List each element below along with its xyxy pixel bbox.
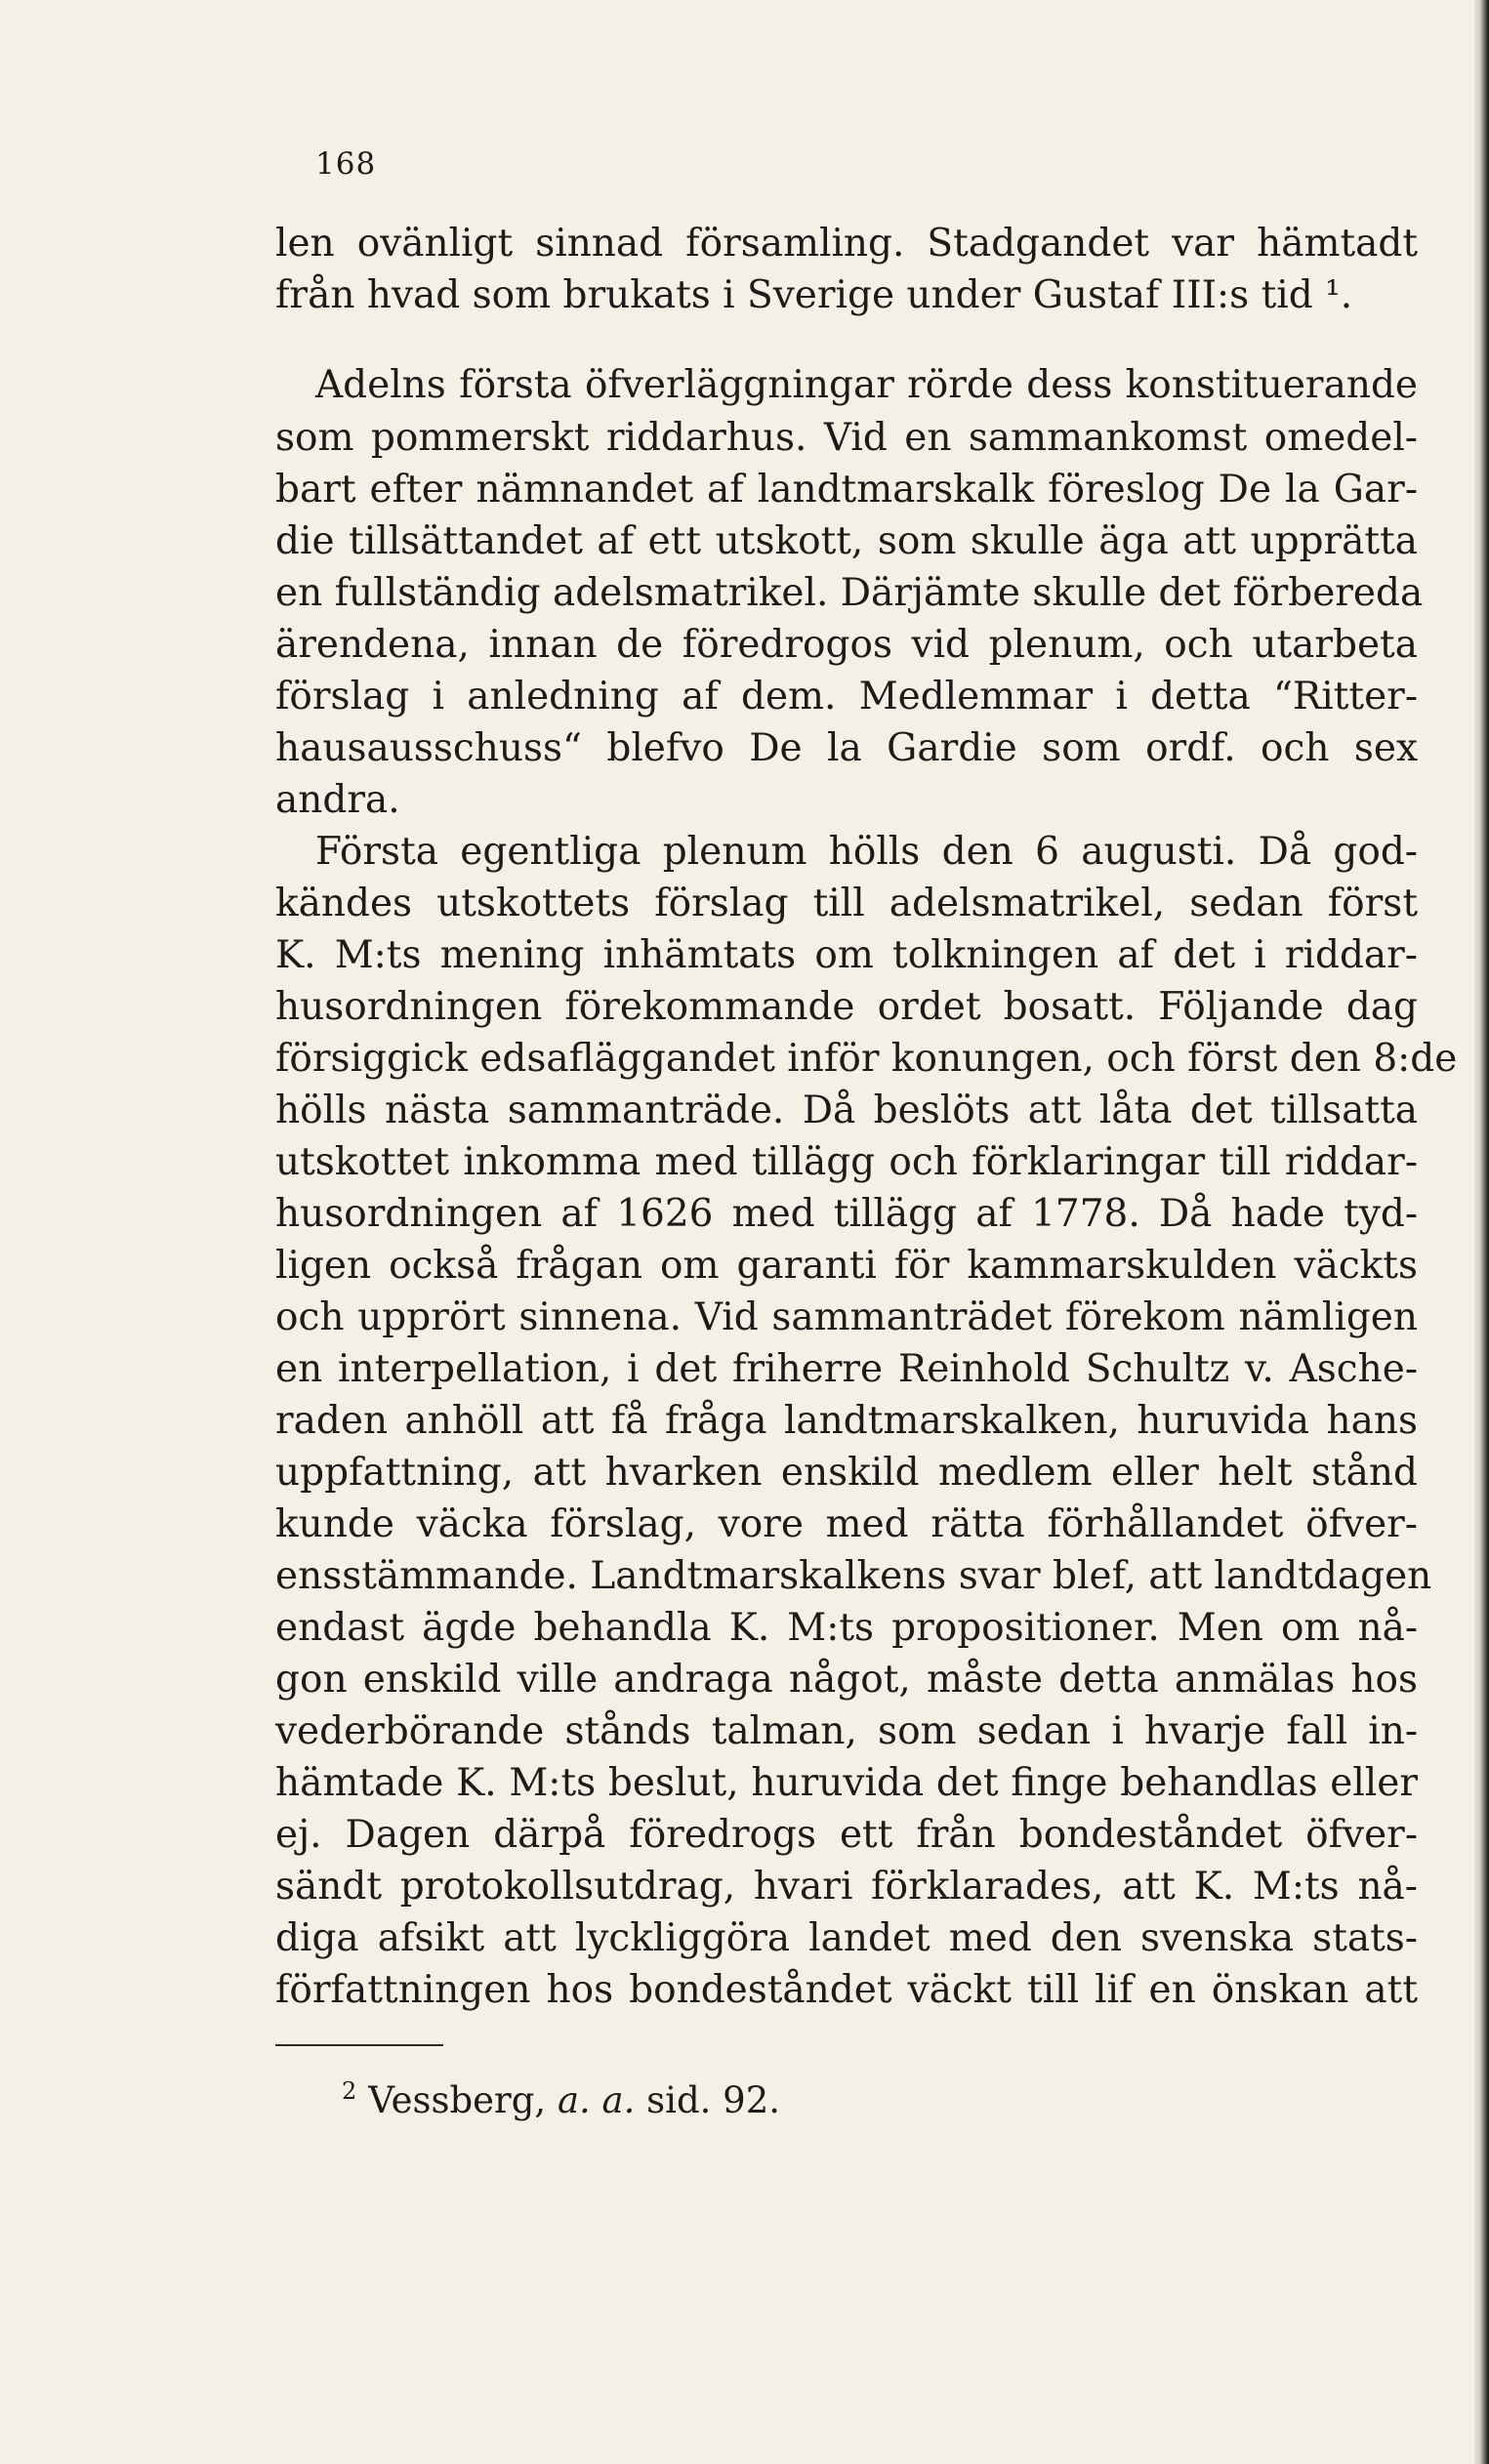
text-line-24: uppfattning, att hvarken enskild medlem eller helt stånd — [275, 1451, 1418, 1495]
footnote-author: Vessberg, — [368, 2079, 547, 2121]
text-line-28: gon enskild ville andraga något, måste detta anmälas hos — [275, 1658, 1418, 1702]
footnote-page: sid. 92. — [646, 2079, 781, 2121]
text-line-11: andra. — [275, 778, 400, 822]
footnote — [342, 2066, 780, 2126]
text-line-9: förslag i anledning af dem. Medlemmar i detta “Ritter- — [275, 675, 1418, 719]
text-line-4: som pommerskt riddarhus. Vid en sammankomst omedel- — [275, 416, 1418, 460]
text-line-34: författningen hos bondeståndet väckt till lif en önskan att — [275, 1968, 1418, 2012]
text-line-1: len ovänligt sinnad församling. Stadgandet var hämtadt — [275, 222, 1418, 266]
text-line-29: vederbörande stånds talman, som sedan i hvarje fall in- — [275, 1709, 1418, 1753]
text-line-25: kunde väcka förslag, vore med rätta förhållandet öfver- — [275, 1502, 1418, 1546]
text-line-2: från hvad som brukats i Sverige under Gustaf III:s tid ¹. — [275, 273, 1353, 317]
footnote-marker: 2 — [342, 2077, 357, 2105]
footnote-ref: a. a. — [557, 2079, 636, 2121]
text-line-32: sändt protokollsutdrag, hvari förklarades, att K. M:ts nå- — [275, 1865, 1418, 1909]
text-line-6: die tillsättandet af ett utskott, som skulle äga att upprätta — [275, 519, 1418, 563]
text-line-10: hausausschuss“ blefvo De la Gardie som ordf. och sex — [275, 726, 1418, 770]
text-line-31: ej. Dagen därpå föredrogs ett från bondeståndet öfver- — [275, 1813, 1418, 1857]
text-line-5: bart efter nämnandet af landtmarskalk föreslog De la Gar- — [275, 468, 1418, 512]
page-edge-shadow — [1474, 0, 1489, 2464]
text-line-19: husordningen af 1626 med tillägg af 1778. Då hade tyd- — [275, 1192, 1418, 1236]
text-line-8: ärendena, innan de föredrogos vid plenum, och utarbeta — [275, 623, 1418, 667]
text-line-33: diga afsikt att lyckliggöra landet med den svenska stats- — [275, 1916, 1418, 1960]
text-line-3: Adelns första öfverläggningar rörde dess konstituerande — [315, 363, 1418, 407]
text-line-12: Första egentliga plenum hölls den 6 augusti. Då god- — [315, 830, 1418, 874]
text-line-23: raden anhöll att få fråga landtmarskalken, huruvida hans — [275, 1399, 1418, 1443]
text-line-15: husordningen förekommande ordet bosatt. Följande dag — [275, 985, 1418, 1029]
text-line-30: hämtade K. M:ts beslut, huruvida det finge behandlas eller — [275, 1761, 1418, 1805]
text-line-21: och upprört sinnena. Vid sammanträdet förekom nämligen — [275, 1295, 1418, 1339]
text-line-17: hölls nästa sammanträde. Då beslöts att låta det tillsatta — [275, 1088, 1418, 1132]
text-line-7: en fullständig adelsmatrikel. Därjämte skulle det förbereda — [275, 571, 1424, 615]
text-line-22: en interpellation, i det friherre Reinhold Schultz v. Asche- — [275, 1347, 1418, 1391]
text-line-13: kändes utskottets förslag till adelsmatrikel, sedan först — [275, 882, 1418, 925]
text-line-14: K. M:ts mening inhämtats om tolkningen af det i riddar- — [275, 933, 1418, 977]
text-line-27: endast ägde behandla K. M:ts propositioner. Men om nå- — [275, 1606, 1418, 1650]
footnote-rule — [275, 2044, 443, 2046]
text-line-26: ensstämmande. Landtmarskalkens svar blef, att landtdagen — [275, 1554, 1432, 1598]
text-line-20: ligen också frågan om garanti för kammarskulden väckts — [275, 1244, 1418, 1288]
text-line-16: försiggick edsafläggandet inför konungen, och först den 8:de — [275, 1037, 1458, 1081]
text-line-18: utskottet inkomma med tillägg och förklaringar till riddar- — [275, 1140, 1418, 1184]
page-number: 168 — [315, 146, 377, 182]
